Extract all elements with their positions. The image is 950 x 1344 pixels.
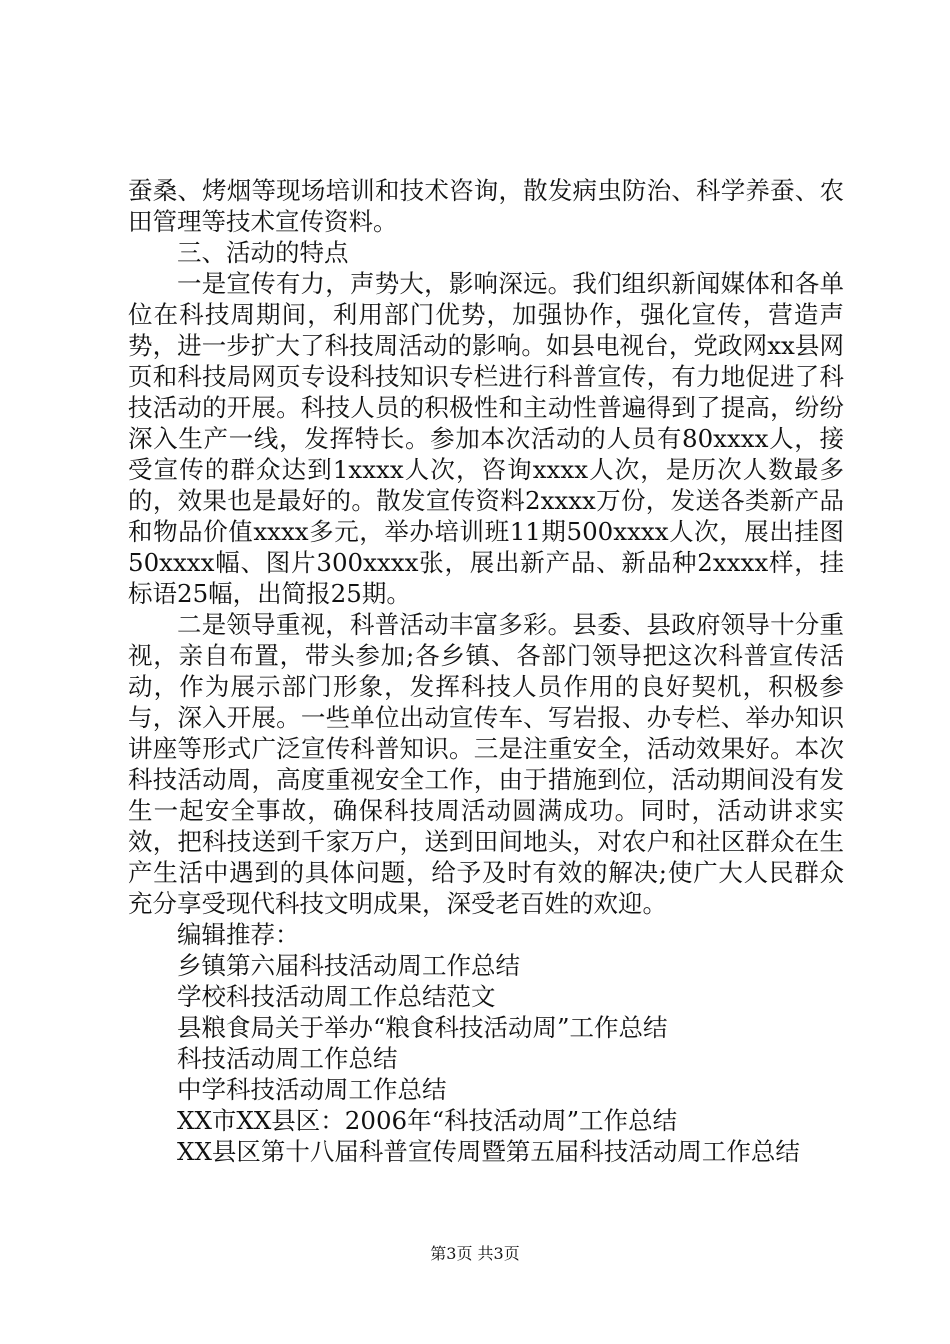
recommend-item[interactable]: 乡镇第六届科技活动周工作总结 [177,951,520,980]
paragraph-publicity: 一是宣传有力，声势大，影响深远。我们组织新闻媒体和各单位在科技周期间，利用部门优势，加强协作，强化宣传，营造声势，进一步扩大了科技周活动的影响。如县电视台，党政网xx县网页和科技局网页专设科技知识专栏进行科普宣传，有力地促进了科技活动的开展。科技人员的积极性和主动性普遍得到了提高，纷纷深入生产一线，发挥特长。参加本次活动的人员有80xxxx人，接受宣传的群众达到1xxxx人次，咨询xxxx人次，是历次人数最多的，效果也是最好的。散发宣传资料2xxxx万份，发送各类新产品和物品价值xxxx多元，举办培训班11期500xxxx人次，展出挂图50xxxx幅、图片300xxxx张，展出新产品、新品种2xxxx样，挂标语25幅，出简报25期。 [128,269,844,608]
section-heading: 三、活动的特点 [177,238,349,267]
recommend-item[interactable]: 中学科技活动周工作总结 [177,1075,447,1104]
paragraph-continuation: 蚕桑、烤烟等现场培训和技术咨询，散发病虫防治、科学养蚕、农田管理等技术宣传资料。 [128,176,844,236]
recommend-item[interactable]: 学校科技活动周工作总结范文 [177,982,496,1011]
recommend-item[interactable]: XX市XX县区：2006年“科技活动周”工作总结 [177,1106,678,1135]
recommend-list [128,950,844,1167]
page-footer: 第3页 共3页 [430,1244,520,1263]
recommend-item[interactable]: 县粮食局关于举办“粮食科技活动周”工作总结 [177,1013,668,1042]
recommend-item[interactable]: XX县区第十八届科普宣传周暨第五届科技活动周工作总结 [177,1137,800,1166]
recommend-title: 编辑推荐： [177,920,300,949]
document-body [128,175,844,1167]
recommend-item[interactable]: 科技活动周工作总结 [177,1044,398,1073]
paragraph-leadership: 二是领导重视，科普活动丰富多彩。县委、县政府领导十分重视，亲自布置，带头参加;各乡镇、各部门领导把这次科普宣传活动，作为展示部门形象，发挥科技人员作用的良好契机，积极参与，深入开展。一些单位出动宣传车、写岩报、办专栏、举办知识讲座等形式广泛宣传科普知识。三是注重安全，活动效果好。本次科技活动周，高度重视安全工作，由于措施到位，活动期间没有发生一起安全事故，确保科技周活动圆满成功。同时，活动讲求实效，把科技送到千家万户，送到田间地头，对农户和社区群众在生产生活中遇到的具体问题，给予及时有效的解决;使广大人民群众充分享受现代科技文明成果，深受老百姓的欢迎。 [128,610,844,918]
